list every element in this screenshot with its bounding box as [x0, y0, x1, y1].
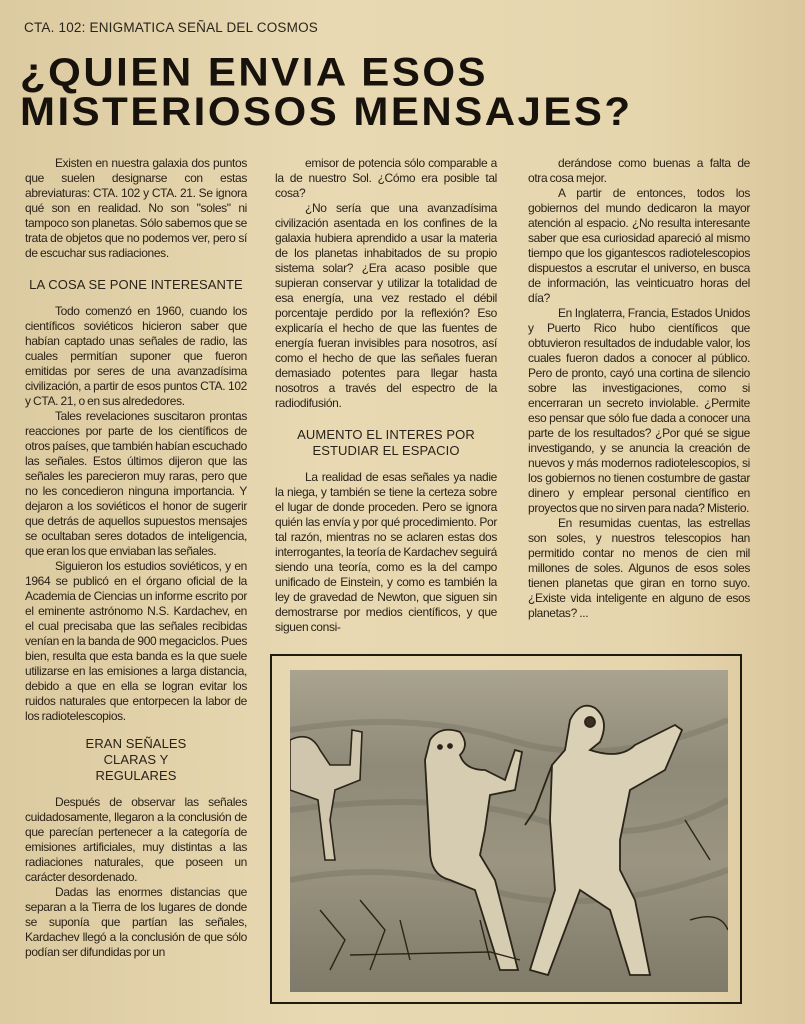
- subheading: AUMENTO EL INTERES POR ESTUDIAR EL ESPACIO: [297, 427, 475, 458]
- column-3: [528, 156, 750, 621]
- paragraph: Siguieron los estudios soviéticos, y en 1964 se publicó en el órgano oficial de la Academia de Ciencias un informe escrito por el eminente astrónomo N.S. Kardachev, en el cual precisaba que las señales recibidas venían en la banda de 900 megaciclos. Pues bien, resulta que esta banda es la que suele utilizarse en las emisiones a larga distancia, debido a que en ella se logran evitar los ruidos naturales que entorpecen la labor de los radiotelescopios.: [25, 559, 247, 723]
- section-kicker: CTA. 102: ENIGMATICA SEÑAL DEL COSMOS: [24, 20, 318, 35]
- paragraph: Tales revelaciones suscitaron prontas reacciones por parte de los científicos de otros países, que también habían escuchado las señales. Estos últimos dijeron que las señales les parecieron muy raras, pero que no les concedieron ninguna importancia. Y dejaron a los soviéticos el honor de sugerir que detrás de aquellos supuestos mensajes se ocultaban seres dotados de inteligencia, que eran los que enviaban las señales.: [25, 409, 247, 558]
- paragraph: ¿No sería que una avanzadísima civilización asentada en los confines de la galaxia hubiera aprendido a usar la materia de los planetas inhabitados de su propio sistema solar? ¿Era acaso posible que supieran conservar y utilizar la totalidad de esa energía, una vez restado el débil porcentaje perdido por la reflexión? Eso explicaría el hecho de que las fuentes de energía fueran invisibles para nosotros, así como el hecho de que las señales fueran demasiado potentes para llegar hasta nosotros a través del espectro de la radiodifusión.: [275, 201, 497, 410]
- paragraph: Dadas las enormes distancias que separan a la Tierra de los lugares de donde se suponía que partían las señales, Kardachev llegó a la conclusión de que sólo podían ser difundidas por un: [25, 885, 247, 959]
- cave-painting-image: [290, 670, 728, 992]
- paragraph: derándose como buenas a falta de otra cosa mejor.: [528, 156, 750, 185]
- subheading: ERAN SEÑALES CLARAS Y REGULARES: [85, 736, 187, 783]
- cave-painting-illustration: [270, 654, 742, 1004]
- paragraph: Existen en nuestra galaxia dos puntos que suelen designarse con estas abreviaturas: CTA. 102 y CTA. 21. Se ignora qué son en realidad. No son "soles" ni tampoco son planetas. Sólo sabemos que se trata de objetos que no podemos ver, pero sí de escuchar sus radiaciones.: [25, 156, 247, 260]
- paragraph: En Inglaterra, Francia, Estados Unidos y Puerto Rico hubo científicos que obtuvieron resultados de indudable valor, los cuales fueron dados a conocer al público. Pero de pronto, cayó una cortina de silencio sobre las investigaciones, como si encerraran un secreto inviolable. ¿Permite eso pensar que sólo fue dada a conocer una parte de los resultados? ¿Por qué se sigue investigando, y se anuncia la creación de nuevos y más modernos radiotelescopios, si los gobiernos no tienen costumbre de gastar dinero y emplear personal científico en proyectos que no sirven para nada? Misterio.: [528, 306, 750, 515]
- column-1: [25, 156, 247, 960]
- column-2: [275, 156, 497, 635]
- headline-line-1: ¿QUIEN ENVIA ESOS: [20, 49, 489, 94]
- headline-line-2: MISTERIOSOS MENSAJES?: [20, 89, 633, 134]
- paragraph: A partir de entonces, todos los gobiernos del mundo dedicaron la mayor atención al espacio. ¿No resulta interesante saber que esa curiosidad apareció al mismo tiempo que los gigantescos radiotelescopios dispuestos a escrutar el universo, en busca de información, las veinticuatro horas del día?: [528, 186, 750, 305]
- paragraph: La realidad de esas señales ya nadie la niega, y también se tiene la certeza sobre el lugar de donde proceden. Pero se ignora quién las envía y por qué procedimiento. Por tal razón, mientras no se aclaren estas dos interrogantes, la teoría de Kardachev seguirá siendo una teoría, como es la del campo unificado de Einstein, y como es también la ley de gravedad de Newton, que siguen sin demostrarse por medios científicos, y que siguen consi-: [275, 470, 497, 634]
- paragraph: emisor de potencia sólo comparable a la de nuestro Sol. ¿Cómo era posible tal cosa?: [275, 156, 497, 200]
- paragraph: Todo comenzó en 1960, cuando los científicos soviéticos hicieron saber que habían captado unas señales de radio, las cuales permitían suponer que fueron emitidas por seres de una avanzadísima civilización, a partir de esos puntos CTA. 102 y CTA. 21, o en sus alrededores.: [25, 304, 247, 408]
- headline: [20, 49, 633, 134]
- subheading: LA COSA SE PONE INTERESANTE: [29, 277, 243, 292]
- paragraph: En resumidas cuentas, las estrellas son soles, y nuestros telescopios han permitido contar no menos de cien mil millones de soles. Algunos de esos soles tienen planetas que giran en torno suyo. ¿Existe vida inteligente en alguno de esos planetas? ...: [528, 516, 750, 620]
- paragraph: Después de observar las señales cuidadosamente, llegaron a la conclusión de que parecían pertenecer a la categoría de emisiones artificiales, muy distintas a las radiaciones naturales, que poseen un carácter desordenado.: [25, 795, 247, 884]
